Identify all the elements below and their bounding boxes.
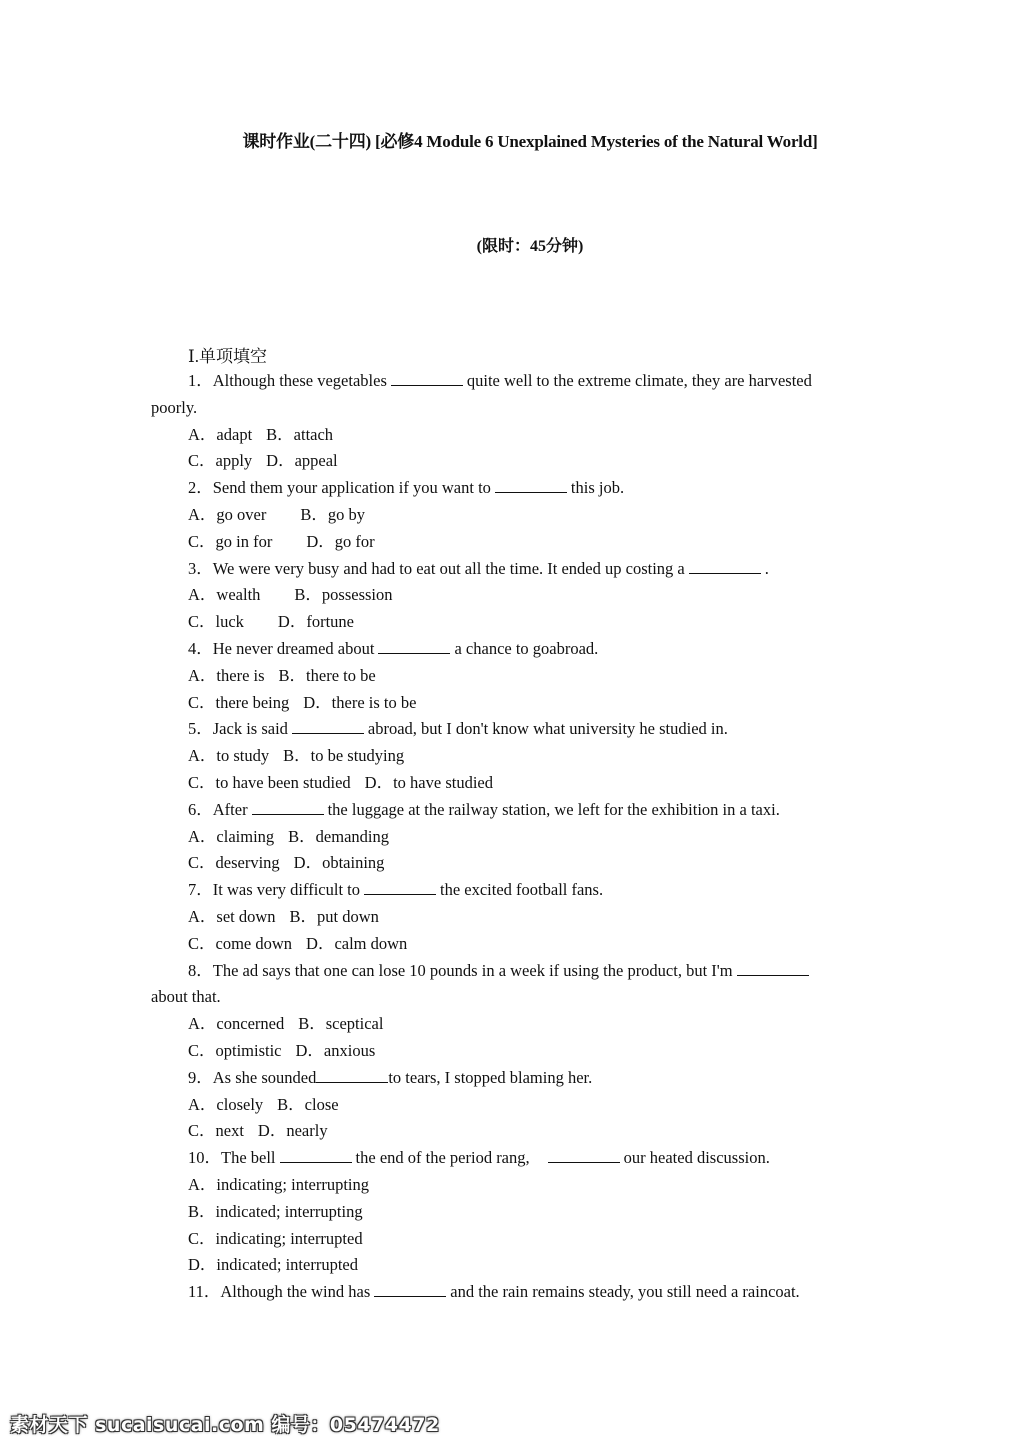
option-b[interactable]: B．attach <box>266 424 334 444</box>
question-1: 1．Although these vegetables quite well to the extreme climate, they are harvested <box>188 371 812 390</box>
option-c[interactable]: C．go in for <box>188 531 273 551</box>
option-a[interactable]: A．closely <box>188 1094 264 1114</box>
question-8: 8．The ad says that one can lose 10 pounds in a week if using the product, but I'm <box>0 958 1024 985</box>
option-d[interactable]: D．indicated; interrupted <box>188 1255 358 1275</box>
option-c[interactable]: C．apply <box>188 451 253 471</box>
options-row <box>0 1011 1024 1038</box>
option-a[interactable]: A．adapt <box>188 424 253 444</box>
answer-blank[interactable] <box>689 559 761 574</box>
options-row <box>0 1038 1024 1065</box>
page-title: 课时作业(二十四) [必修4 Module 6 Unexplained Mysteries of the Natural World] <box>242 132 818 151</box>
option-a[interactable]: A．to study <box>188 746 270 766</box>
options-row <box>0 448 1024 475</box>
options-row <box>0 582 1024 609</box>
options-row <box>0 529 1024 556</box>
option-b[interactable]: B．demanding <box>288 826 389 846</box>
option-c[interactable]: C．optimistic <box>188 1040 282 1060</box>
answer-blank[interactable] <box>292 719 364 734</box>
option-c[interactable]: C．deserving <box>188 853 280 873</box>
option-b[interactable]: B．possession <box>294 585 393 605</box>
option-c[interactable]: C．come down <box>188 933 293 953</box>
option-a[interactable]: A．set down <box>188 906 276 926</box>
options-row <box>0 931 1024 958</box>
question-1-continued: poorly. <box>151 397 198 417</box>
options-row <box>0 663 1024 690</box>
options-row <box>0 690 1024 717</box>
answer-blank[interactable] <box>316 1068 388 1083</box>
question-10: 10．The bell the end of the period rang, our heated discussion. <box>188 1148 770 1168</box>
option-b[interactable]: B．sceptical <box>298 1014 384 1034</box>
option-b[interactable]: B．go by <box>300 504 365 524</box>
option-d[interactable]: D．there is to be <box>303 692 417 712</box>
answer-blank[interactable] <box>548 1148 620 1163</box>
option-d[interactable]: D．go for <box>306 531 375 551</box>
options-row <box>0 850 1024 877</box>
question-list <box>0 368 1024 1306</box>
watermark: 素材天下 sucaisucai.com 编号：05474472 <box>10 1414 440 1436</box>
option-b[interactable]: B．put down <box>289 906 379 926</box>
option-c[interactable]: C．next <box>188 1121 244 1141</box>
answer-blank[interactable] <box>374 1282 446 1297</box>
question-6: 6．After the luggage at the railway station, we left for the exhibition in a taxi. <box>188 799 780 819</box>
options-row <box>0 422 1024 449</box>
options-row <box>0 609 1024 636</box>
option-a[interactable]: A．concerned <box>188 1014 285 1034</box>
option-d[interactable]: D．appeal <box>266 451 338 471</box>
options-row <box>0 1118 1024 1145</box>
answer-blank[interactable] <box>364 880 436 895</box>
answer-blank[interactable] <box>378 639 450 654</box>
answer-blank[interactable] <box>737 961 809 976</box>
section-title: Ⅰ.单项填空 <box>188 347 267 366</box>
answer-blank[interactable] <box>391 371 463 386</box>
answer-blank[interactable] <box>280 1148 352 1163</box>
options-row <box>0 824 1024 851</box>
question-4: 4．He never dreamed about a chance to goabroad. <box>188 638 599 658</box>
time-limit: (限时：45分钟) <box>476 238 584 255</box>
options-row <box>0 904 1024 931</box>
options-row <box>0 770 1024 797</box>
option-b[interactable]: B．there to be <box>278 665 376 685</box>
question-3: 3．We were very busy and had to eat out all the time. It ended up costing a . <box>188 558 769 578</box>
option-a[interactable]: A．claiming <box>188 826 275 846</box>
option-c[interactable]: C．indicating; interrupted <box>188 1228 363 1248</box>
option-a[interactable]: A．wealth <box>188 585 261 605</box>
option-a[interactable]: A．there is <box>188 665 265 685</box>
option-c[interactable]: C．to have been studied <box>188 772 351 792</box>
answer-blank[interactable] <box>252 800 324 815</box>
option-c[interactable]: C．luck <box>188 612 244 632</box>
option-b[interactable]: B．close <box>277 1094 339 1114</box>
option-d[interactable]: D．obtaining <box>293 853 385 873</box>
option-b[interactable]: B．indicated; interrupting <box>188 1201 363 1221</box>
question-7: 7．It was very difficult to the excited football fans. <box>188 880 604 900</box>
option-b[interactable]: B．to be studying <box>283 746 405 766</box>
option-c[interactable]: C．there being <box>188 692 290 712</box>
option-a[interactable]: A．indicating; interrupting <box>188 1174 370 1194</box>
option-d[interactable]: D．calm down <box>306 933 408 953</box>
options-row <box>0 743 1024 770</box>
question-8-continued: about that. <box>151 987 221 1007</box>
option-d[interactable]: D．to have studied <box>364 772 493 792</box>
option-d[interactable]: D．anxious <box>295 1040 376 1060</box>
option-d[interactable]: D．nearly <box>257 1121 328 1141</box>
question-2: 2．Send them your application if you want to this job. <box>188 478 625 498</box>
option-a[interactable]: A．go over <box>188 504 267 524</box>
option-d[interactable]: D．fortune <box>277 612 354 632</box>
options-row <box>0 1092 1024 1119</box>
options-row <box>0 502 1024 529</box>
answer-blank[interactable] <box>495 478 567 493</box>
question-9: 9．As she sounded to tears, I stopped blaming her. <box>188 1067 593 1087</box>
question-11: 11．Although the wind has and the rain remains steady, you still need a raincoat. <box>188 1282 800 1302</box>
question-5: 5．Jack is said abroad, but I don't know what university he studied in. <box>188 719 728 739</box>
